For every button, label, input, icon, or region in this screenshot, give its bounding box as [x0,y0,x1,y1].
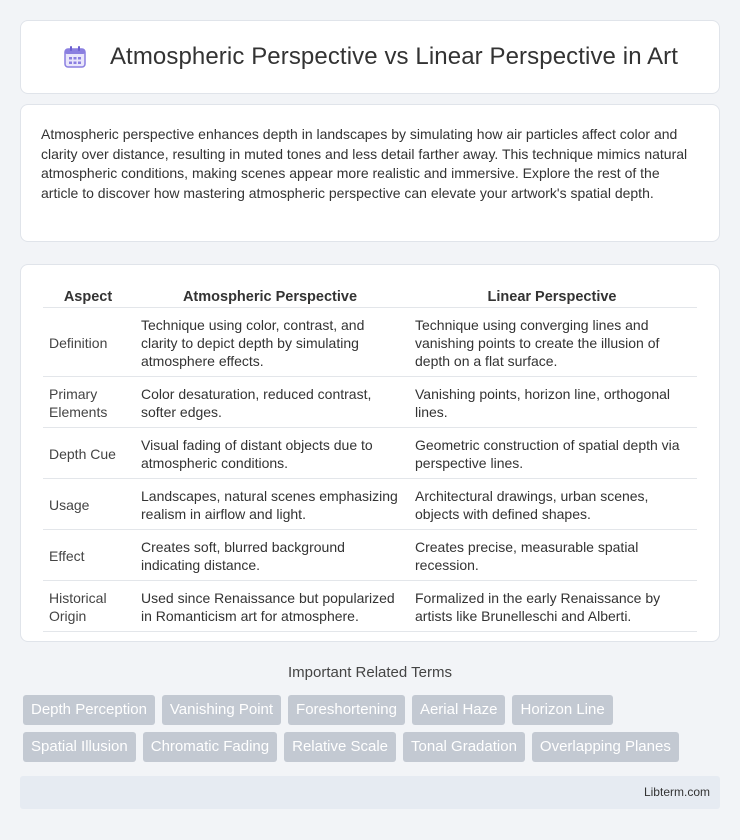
tag-aerial-haze[interactable]: Aerial Haze [412,695,506,725]
cell-aspect: Definition [43,308,133,377]
cell-linear: Vanishing points, horizon line, orthogonal lines. [407,377,697,428]
cell-aspect: Historical Origin [43,581,133,632]
comparison-table [43,285,697,632]
cell-atmospheric: Used since Renaissance but popularized in Romanticism art for atmosphere. [133,581,407,632]
intro-card [20,104,720,242]
table-row [43,479,697,530]
cell-atmospheric: Creates soft, blurred background indicating distance. [133,530,407,581]
cell-aspect: Depth Cue [43,428,133,479]
tag-foreshortening[interactable]: Foreshortening [288,695,405,725]
related-terms-list [23,695,723,769]
cell-aspect: Primary Elements [43,377,133,428]
cell-linear: Architectural drawings, urban scenes, objects with defined shapes. [407,479,697,530]
cell-atmospheric: Visual fading of distant objects due to atmospheric conditions. [133,428,407,479]
table-row [43,377,697,428]
tag-horizon-line[interactable]: Horizon Line [512,695,612,725]
cell-aspect: Usage [43,479,133,530]
cell-linear: Geometric construction of spatial depth via perspective lines. [407,428,697,479]
related-terms-title: Important Related Terms [288,664,452,681]
table-row [43,530,697,581]
tag-depth-perception[interactable]: Depth Perception [23,695,155,725]
cell-atmospheric: Technique using color, contrast, and clarity to depict depth by simulating atmosphere effects. [133,308,407,377]
header-aspect: Aspect [43,285,133,308]
table-row [43,581,697,632]
cell-atmospheric: Landscapes, natural scenes emphasizing realism in airflow and light. [133,479,407,530]
cell-linear: Creates precise, measurable spatial recession. [407,530,697,581]
cell-aspect: Effect [43,530,133,581]
tag-vanishing-point[interactable]: Vanishing Point [162,695,281,725]
page-title: Atmospheric Perspective vs Linear Perspective in Art [109,43,679,70]
table-row [43,428,697,479]
table-header-row [43,285,697,308]
footer [20,776,720,809]
header-card [20,20,720,94]
intro-text: Atmospheric perspective enhances depth in landscapes by simulating how air particles affect color and clarity over distance, resulting in muted tones and less detail farther away. This technique mimics natural atmospheric conditions, making scenes appear more realistic and immersive. Explore the rest of the article to discover how mastering atmospheric perspective can elevate your artwork's spatial depth. [41,126,688,201]
calendar-icon [62,44,88,70]
tag-tonal-gradation[interactable]: Tonal Gradation [403,732,525,762]
cell-atmospheric: Color desaturation, reduced contrast, softer edges. [133,377,407,428]
cell-linear: Formalized in the early Renaissance by artists like Brunelleschi and Alberti. [407,581,697,632]
table-row [43,308,697,377]
tag-relative-scale[interactable]: Relative Scale [284,732,396,762]
cell-linear: Technique using converging lines and vanishing points to create the illusion of depth on a flat surface. [407,308,697,377]
tag-chromatic-fading[interactable]: Chromatic Fading [143,732,277,762]
header-linear: Linear Perspective [407,285,697,308]
comparison-card [20,264,720,642]
header-atmospheric: Atmospheric Perspective [133,285,407,308]
footer-link[interactable]: Libterm.com [643,785,710,799]
tag-spatial-illusion[interactable]: Spatial Illusion [23,732,136,762]
tag-overlapping-planes[interactable]: Overlapping Planes [532,732,679,762]
